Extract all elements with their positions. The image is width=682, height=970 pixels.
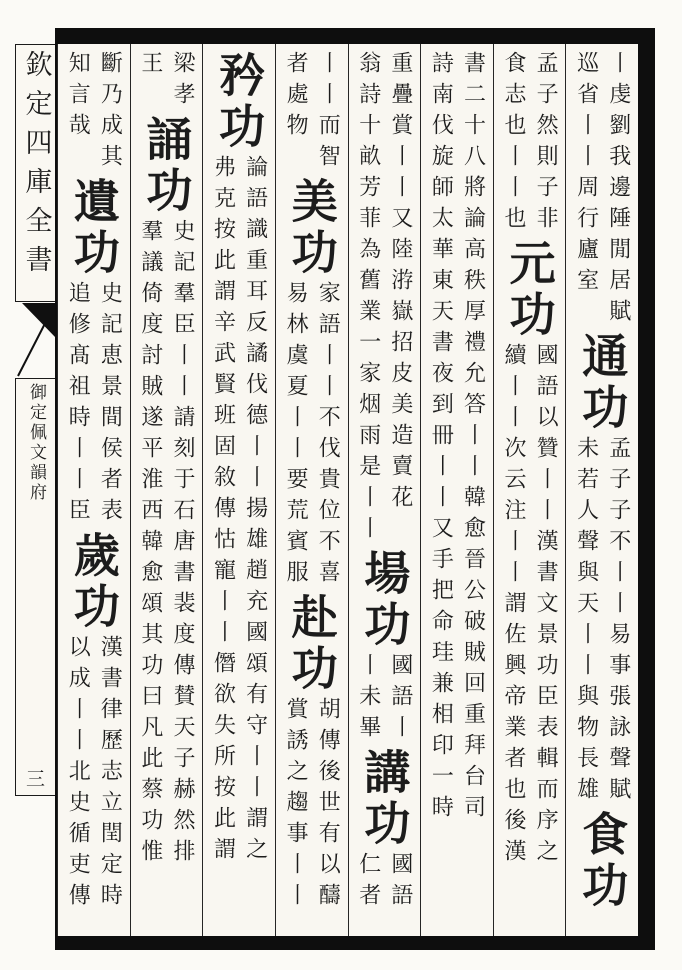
annotation-left-subcolumn: 易林虞夏丨丨要荒賓服 <box>283 281 309 591</box>
annotation-left-subcolumn: 丨未畢 <box>355 653 381 746</box>
annotation-left-subcolumn: 者處物 <box>283 51 309 144</box>
annotation-right-subcolumn: 胡傳後世有以醻 <box>315 697 341 914</box>
annotation-right-subcolumn: 孟子然則子非 <box>533 51 559 237</box>
headword: 元功 <box>502 239 557 341</box>
text-column-1 <box>565 44 638 936</box>
annotation-right-subcolumn: 國語 <box>387 852 413 914</box>
annotation-left-subcolumn: 續丨丨次云注丨丨謂佐興帝業者也後漢 <box>500 343 526 870</box>
folio-number: 三 <box>25 768 45 790</box>
annotation-left-subcolumn: 以成丨丨北史循吏傳 <box>65 635 91 914</box>
annotation-pair <box>131 219 203 870</box>
annotation-left-subcolumn: 弗克按此謂辛武賢班固敘傳怙寵丨丨僭欲失所按此謂 <box>210 155 236 868</box>
annotation-pair <box>494 343 566 870</box>
headword: 遺功 <box>66 177 121 279</box>
text-column-5 <box>275 44 348 936</box>
spine-label <box>15 44 56 796</box>
headword: 食功 <box>575 810 630 912</box>
annotation-pair <box>276 697 348 914</box>
text-column-2 <box>493 44 566 936</box>
series-title: 欽定四庫全書 <box>20 50 52 284</box>
fold-mark-icon <box>15 302 56 378</box>
annotation-pair <box>349 51 421 547</box>
headword: 誦功 <box>139 115 194 217</box>
annotation-right-subcolumn: 梁孝 <box>170 51 196 113</box>
headword: 歲功 <box>66 531 121 633</box>
annotation-right-subcolumn: 重疊賞丨丨又陸㳺嶽招皮美造賣花 <box>387 51 413 516</box>
annotation-pair <box>566 436 638 808</box>
annotation-right-subcolumn: 孟子子不丨丨易事張詠聲賦 <box>605 436 631 808</box>
headword: 通功 <box>575 332 630 434</box>
annotation-left-subcolumn: 詩南伐旋師太華東天書夜到冊丨丨又手把命珪兼相印一時 <box>428 51 454 826</box>
annotation-pair <box>566 51 638 330</box>
annotation-pair <box>276 51 348 175</box>
headword: 矜功 <box>212 51 267 153</box>
annotation-right-subcolumn: 書二十八將論高秩厚禮允答丨丨韓愈晉公破賊回重拜台司 <box>460 51 486 826</box>
book-title-box <box>15 378 56 796</box>
annotation-right-subcolumn: 國語以贊丨丨漢書文景功臣表輯而序之 <box>533 343 559 870</box>
annotation-left-subcolumn: 追修髙祖時丨丨臣 <box>65 281 91 529</box>
annotation-pair <box>276 281 348 591</box>
annotation-left-subcolumn: 知言哉 <box>65 51 91 144</box>
page-frame <box>55 28 655 950</box>
annotation-pair <box>349 852 421 914</box>
annotation-pair <box>58 51 130 175</box>
annotation-left-subcolumn: 翁詩十畝芳菲為舊業一家烟雨是丨丨 <box>355 51 381 547</box>
annotation-pair <box>494 51 566 237</box>
headword: 場功 <box>357 549 412 651</box>
annotation-left-subcolumn: 王 <box>137 51 163 82</box>
text-columns <box>57 44 638 936</box>
annotation-right-subcolumn: 漢書律歷志立閏定時 <box>97 635 123 914</box>
text-column-8 <box>57 44 130 936</box>
annotation-left-subcolumn: 仁者 <box>355 852 381 914</box>
annotation-left-subcolumn: 食志也丨丨也 <box>500 51 526 237</box>
annotation-right-subcolumn: 史記羣臣丨丨請刻于石唐書裴度傳賛天子赫然排 <box>170 219 196 870</box>
book-title: 御定佩文韻府 <box>26 383 46 503</box>
annotation-right-subcolumn: 國語丨 <box>387 653 413 746</box>
text-column-4 <box>348 44 421 936</box>
text-column-7 <box>130 44 203 936</box>
annotation-right-subcolumn: 丨丨而智 <box>315 51 341 175</box>
annotation-right-subcolumn: 史記恵景間侯者表 <box>97 281 123 529</box>
annotation-left-subcolumn: 未若人聲與天丨丨與物長雄 <box>573 436 599 808</box>
annotation-right-subcolumn: 家語丨丨不伐貴位不喜 <box>315 281 341 591</box>
annotation-pair <box>421 51 493 826</box>
annotation-right-subcolumn: 丨虔劉我邊陲閒居賦 <box>605 51 631 330</box>
text-column-6 <box>202 44 275 936</box>
annotation-pair <box>58 281 130 529</box>
series-title-box <box>15 44 56 302</box>
annotation-left-subcolumn: 巡省丨丨周行廬室 <box>573 51 599 299</box>
annotation-pair <box>203 155 275 868</box>
annotation-left-subcolumn: 賞誘之趨事丨丨 <box>283 697 309 914</box>
annotation-pair <box>349 653 421 746</box>
annotation-pair <box>58 635 130 914</box>
text-column-3 <box>420 44 493 936</box>
annotation-right-subcolumn: 斷乃成其 <box>97 51 123 175</box>
headword: 美功 <box>284 177 339 279</box>
annotation-right-subcolumn: 論語識重耳反譎伐德丨丨揚雄趙充國頌有守丨丨謂之 <box>242 155 268 868</box>
headword: 講功 <box>357 748 412 850</box>
annotation-left-subcolumn: 羣議倚度討賊遂平淮西韓愈頌其功曰凡此蔡功惟 <box>137 219 163 870</box>
annotation-pair <box>131 51 203 113</box>
headword: 赴功 <box>284 593 339 695</box>
